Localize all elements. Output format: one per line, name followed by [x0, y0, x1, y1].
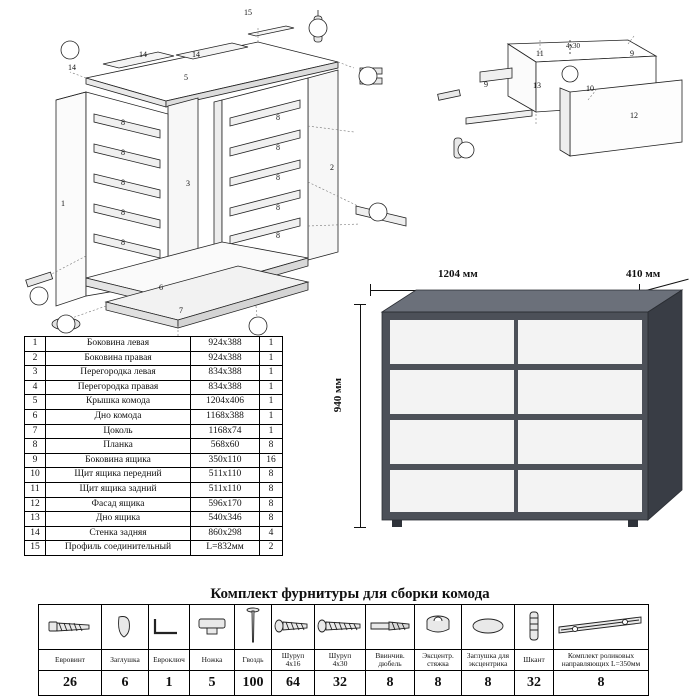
- part-size: 1168х74: [191, 424, 260, 439]
- part-qty: 2: [260, 541, 283, 556]
- kit-item-name: [554, 650, 649, 671]
- part-size: 568х60: [191, 439, 260, 454]
- kit-item-count: 8: [366, 671, 415, 696]
- explode-label-8-l2: 8: [121, 148, 125, 157]
- kit-item-name-line1: Комплект роликовых: [567, 651, 635, 660]
- part-name: Перегородка правая: [46, 380, 191, 395]
- dim-depth-text: 410 мм: [626, 268, 661, 280]
- drawer-label-9-left: 9: [484, 80, 488, 89]
- part-no: 7: [25, 424, 46, 439]
- explode-label-8-r4: 8: [276, 203, 280, 212]
- explode-label-8-r1: 8: [276, 113, 280, 122]
- dowel-screw-icon: [366, 605, 415, 650]
- drawer-label-11: 11: [536, 49, 544, 58]
- part-qty: 1: [260, 337, 283, 352]
- explode-label-15: 15: [244, 8, 252, 17]
- kit-item-count: 32: [315, 671, 366, 696]
- part-qty: 8: [260, 482, 283, 497]
- part-name: Цоколь: [46, 424, 191, 439]
- part-qty: 1: [260, 380, 283, 395]
- kit-item-name-line1: Ножка: [201, 655, 223, 664]
- part-qty: 8: [260, 497, 283, 512]
- drawer-label-10: 10: [586, 84, 594, 93]
- part-name: Крышка комода: [46, 395, 191, 410]
- part-qty: 16: [260, 453, 283, 468]
- foot-icon: [190, 605, 235, 650]
- explode-label-2: 2: [330, 163, 334, 172]
- slide-rail-icon: [554, 605, 649, 650]
- screw-4x30-icon: [315, 605, 366, 650]
- explode-label-7: 7: [179, 306, 183, 315]
- part-no: 9: [25, 453, 46, 468]
- kit-item-name-line1: Гвоздь: [242, 655, 264, 664]
- kit-item-count: 8: [462, 671, 515, 696]
- table-row: [25, 497, 283, 512]
- kit-item-name-line2: 4х30: [332, 659, 348, 668]
- kit-item-count: 64: [272, 671, 315, 696]
- explode-label-6: 6: [159, 283, 163, 292]
- part-name: Щит ящика передний: [46, 468, 191, 483]
- table-row: [25, 468, 283, 483]
- kit-item-name-line2: эксцентрика: [468, 659, 508, 668]
- drawer-label-9-right: 9: [630, 49, 634, 58]
- explode-label-14b: 14: [139, 50, 147, 59]
- dim-height-text: 940 мм: [332, 378, 344, 413]
- parts-table: [24, 336, 283, 556]
- part-size: 596х170: [191, 497, 260, 512]
- table-row: [25, 409, 283, 424]
- explode-label-8-r5: 8: [276, 231, 280, 240]
- kit-item-count: 8: [415, 671, 462, 696]
- kit-item-name: [39, 650, 102, 671]
- part-qty: 1: [260, 424, 283, 439]
- nail-icon: [235, 605, 272, 650]
- kit-item-name-line1: Евровинт: [54, 655, 86, 664]
- kit-item-name-line1: Шуруп: [281, 651, 305, 660]
- kit-item-name-line1: Ввинчив.: [375, 651, 405, 660]
- part-size: 834х388: [191, 366, 260, 381]
- chest-svg: [330, 268, 696, 558]
- part-size: 1168х388: [191, 409, 260, 424]
- explode-label-14a: 14: [68, 63, 76, 72]
- chest-render: [330, 268, 696, 558]
- euro-screw-icon: [39, 605, 102, 650]
- part-no: 8: [25, 439, 46, 454]
- explode-label-8-r2: 8: [276, 143, 280, 152]
- part-qty: 1: [260, 409, 283, 424]
- part-size: 924х388: [191, 351, 260, 366]
- part-no: 10: [25, 468, 46, 483]
- kit-item-name: [315, 650, 366, 671]
- part-size: L=832мм: [191, 541, 260, 556]
- part-size: 1204х406: [191, 395, 260, 410]
- kit-item-name-line2: стяжка: [427, 659, 449, 668]
- part-size: 350х110: [191, 453, 260, 468]
- part-qty: 1: [260, 351, 283, 366]
- table-row: [25, 439, 283, 454]
- part-qty: 8: [260, 439, 283, 454]
- kit-item-name: [415, 650, 462, 671]
- kit-item-name-line2: направляющих L=350мм: [561, 659, 641, 668]
- kit-item-name: [190, 650, 235, 671]
- part-name: Профиль соединительный: [46, 541, 191, 556]
- table-row: [25, 526, 283, 541]
- table-row: [25, 424, 283, 439]
- part-size: 540х346: [191, 512, 260, 527]
- explode-label-8-r3: 8: [276, 173, 280, 182]
- euro-key-icon: [149, 605, 190, 650]
- part-qty: 1: [260, 366, 283, 381]
- part-name: Щит ящика задний: [46, 482, 191, 497]
- table-row: [25, 366, 283, 381]
- part-name: Дно ящика: [46, 512, 191, 527]
- drawer-assembly-diagram: [420, 14, 695, 164]
- part-no: 6: [25, 409, 46, 424]
- kit-item-name-line1: Заглушка: [110, 655, 140, 664]
- table-row: [25, 395, 283, 410]
- explode-label-8-l5: 8: [121, 238, 125, 247]
- explode-label-8-l4: 8: [121, 208, 125, 217]
- table-row: [25, 380, 283, 395]
- part-size: 511х110: [191, 468, 260, 483]
- kit-item-name: [235, 650, 272, 671]
- part-no: 12: [25, 497, 46, 512]
- drawer-label-13: 13: [533, 81, 541, 90]
- cap-plug-icon: [102, 605, 149, 650]
- drawer-assembly-svg: [420, 14, 695, 164]
- part-no: 3: [25, 366, 46, 381]
- part-no: 5: [25, 395, 46, 410]
- part-size: 924х388: [191, 337, 260, 352]
- eccentric-icon: [415, 605, 462, 650]
- explode-label-8-l1: 8: [121, 118, 125, 127]
- kit-item-count: 1: [149, 671, 190, 696]
- kit-item-name: [462, 650, 515, 671]
- kit-item-name-line2: дюбель: [378, 659, 402, 668]
- table-row: [25, 453, 283, 468]
- kit-item-count: 6: [102, 671, 149, 696]
- kit-item-name-line1: Евроключ: [153, 655, 185, 664]
- table-row: [25, 337, 283, 352]
- part-qty: 8: [260, 468, 283, 483]
- screw-4x16-icon: [272, 605, 315, 650]
- part-name: Боковина правая: [46, 351, 191, 366]
- drawer-label-12: 12: [630, 111, 638, 120]
- kit-item-name: [149, 650, 190, 671]
- part-size: 511х110: [191, 482, 260, 497]
- part-size: 860х298: [191, 526, 260, 541]
- kit-item-name: [366, 650, 415, 671]
- drawer-label-4x30: 4х30: [566, 42, 580, 50]
- dowel-icon: [515, 605, 554, 650]
- part-name: Фасад ящика: [46, 497, 191, 512]
- kit-item-name: [102, 650, 149, 671]
- kit-item-name-line1: Эксцентр.: [422, 651, 454, 660]
- part-no: 1: [25, 337, 46, 352]
- part-name: Боковина левая: [46, 337, 191, 352]
- part-no: 4: [25, 380, 46, 395]
- explode-label-3: 3: [186, 179, 190, 188]
- table-row: [25, 541, 283, 556]
- kit-item-name: [272, 650, 315, 671]
- explode-label-1: 1: [61, 199, 65, 208]
- kit-item-count: 26: [39, 671, 102, 696]
- kit-item-name-line2: 4х16: [285, 659, 301, 668]
- kit-item-name-line1: Шуруп: [328, 651, 352, 660]
- explode-label-8-l3: 8: [121, 178, 125, 187]
- table-row: [25, 512, 283, 527]
- eccentric-cap-icon: [462, 605, 515, 650]
- kit-item-count: 8: [554, 671, 649, 696]
- part-qty: 1: [260, 395, 283, 410]
- table-row: [25, 482, 283, 497]
- explode-label-5: 5: [184, 73, 188, 82]
- part-qty: 8: [260, 512, 283, 527]
- part-no: 11: [25, 482, 46, 497]
- kit-item-name-line1: Заглушка для: [466, 651, 510, 660]
- kit-item-count: 5: [190, 671, 235, 696]
- table-row: [25, 351, 283, 366]
- part-size: 834х388: [191, 380, 260, 395]
- part-no: 15: [25, 541, 46, 556]
- part-qty: 4: [260, 526, 283, 541]
- kit-title: Комплект фурнитуры для сборки комода: [210, 586, 490, 602]
- kit-item-count: 100: [235, 671, 272, 696]
- part-no: 14: [25, 526, 46, 541]
- kit-item-name-line1: Шкант: [523, 655, 545, 664]
- hardware-kit-table: [38, 604, 649, 696]
- part-no: 2: [25, 351, 46, 366]
- explode-label-14c: 14: [192, 50, 200, 59]
- part-no: 13: [25, 512, 46, 527]
- part-name: Планка: [46, 439, 191, 454]
- part-name: Дно комода: [46, 409, 191, 424]
- part-name: Стенка задняя: [46, 526, 191, 541]
- kit-item-count: 32: [515, 671, 554, 696]
- dim-width-text: 1204 мм: [438, 268, 478, 280]
- part-name: Перегородка левая: [46, 366, 191, 381]
- part-name: Боковина ящика: [46, 453, 191, 468]
- kit-item-name: [515, 650, 554, 671]
